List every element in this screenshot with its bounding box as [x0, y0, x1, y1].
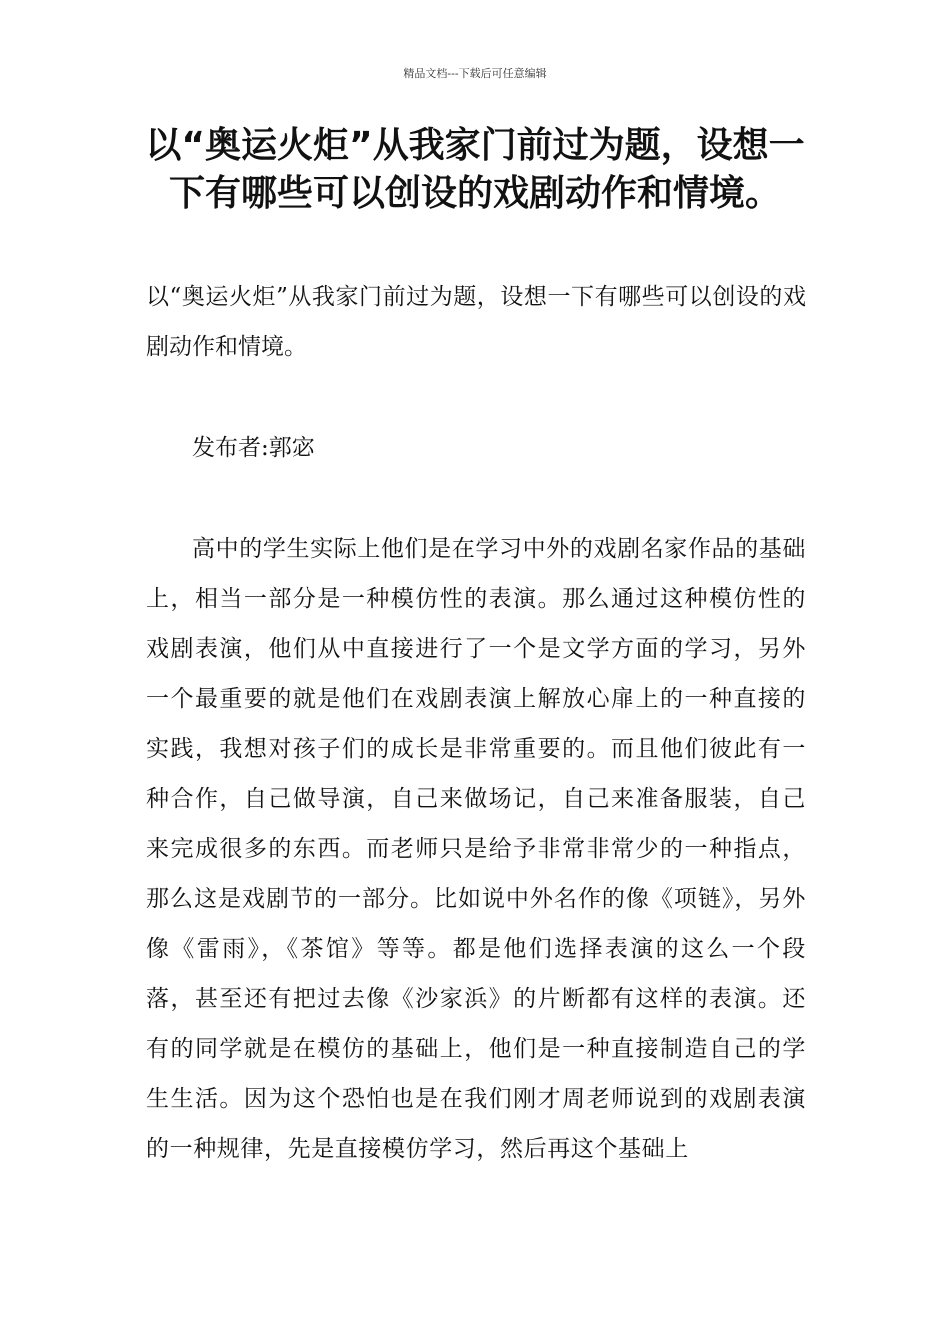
- subtitle-paragraph: 以“奥运火炬”从我家门前过为题，设想一下有哪些可以创设的戏剧动作和情境。: [146, 284, 806, 360]
- document-title: 以“奥运火炬”从我家门前过为题，设想一下有哪些可以创设的戏剧动作和情境。: [145, 125, 805, 214]
- body-paragraph: 高中的学生实际上他们是在学习中外的戏剧名家作品的基础上，相当一部分是一种模仿性的表演。那么通过这种模仿性的戏剧表演，他们从中直接进行了一个是文学方面的学习，另外一个最重要的就是他们在戏剧表演上解放心扉上的一种直接的实践，我想对孩子们的成长是非常重要的。而且他们彼此有一种合作，自己做导演，自己来做场记，自己来准备服装，自己来完成很多的东西。而老师只是给予非常非常少的一种指点，那么这是戏剧节的一部分。比如说中外名作的像《项链》，另外像《雷雨》，《茶馆》等等。都是他们选择表演的这么一个段落，甚至还有把过去像《沙家浜》的片断都有这样的表演。还有的同学就是在模仿的基础上，他们是一种直接制造自己的学生生活。因为这个恐怕也是在我们刚才周老师说到的戏剧表演的一种规律，先是直接模仿学习，然后再这个基础上: [146, 536, 806, 1162]
- page-header: 精品文档---下载后可任意编辑: [403, 67, 547, 80]
- author-line: 发布者:郭宓: [192, 435, 315, 461]
